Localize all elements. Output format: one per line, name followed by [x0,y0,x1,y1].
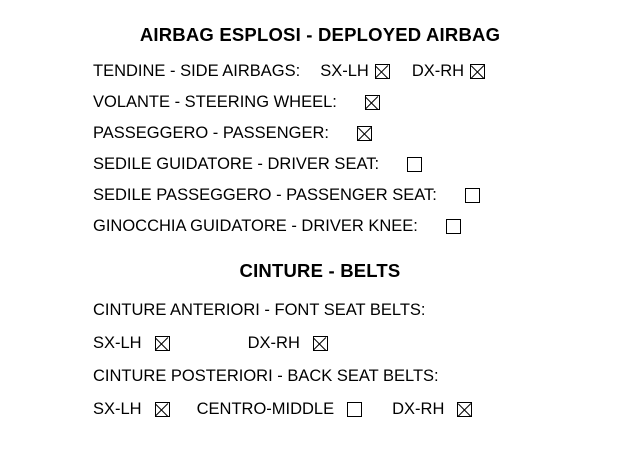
rear-belts-row [0,393,640,426]
airbag-row-driver-seat [0,149,640,180]
airbag-section-title: AIRBAG ESPLOSI - DEPLOYED AIRBAG [139,24,501,45]
airbag-row-driver-knee [0,211,640,242]
checkbox-driver-seat-airbag[interactable] [407,157,422,172]
checkbox-front-belt-right[interactable] [313,336,328,351]
front-belt-left-label: SX-LH [93,334,142,352]
checkbox-rear-belt-right[interactable] [457,402,472,417]
airbag-row-steering-wheel [0,87,640,118]
airbag-row-label: VOLANTE - STEERING WHEEL: [93,93,337,111]
airbag-option-side-left[interactable] [320,62,390,81]
rear-belts-heading: CINTURE POSTERIORI - BACK SEAT BELTS: [93,367,439,385]
airbag-row-label: SEDILE PASSEGGERO - PASSENGER SEAT: [93,186,437,204]
rear-belt-right-label: DX-RH [392,400,445,418]
rear-belt-left[interactable] [93,400,170,419]
airbag-row-side [0,56,640,87]
airbag-option-label: DX-RH [411,62,465,80]
rear-belt-left-label: SX-LH [93,400,142,418]
airbag-option-side-right[interactable] [412,62,485,81]
checkbox-rear-belt-left[interactable] [155,402,170,417]
rear-belt-right[interactable] [392,400,472,419]
front-belt-right-label: DX-RH [247,334,300,352]
belts-section-title: CINTURE - BELTS [239,260,401,281]
checkbox-passenger-seat-airbag[interactable] [465,188,480,203]
checkbox-side-airbag-right[interactable] [470,64,485,79]
checkbox-rear-belt-middle[interactable] [347,402,362,417]
rear-belt-middle-label: CENTRO-MIDDLE [196,400,335,418]
checkbox-front-belt-left[interactable] [155,336,170,351]
front-belts-row [0,327,640,360]
airbag-row-passenger [0,118,640,149]
rear-belt-middle[interactable] [197,400,363,419]
airbag-row-label: SEDILE GUIDATORE - DRIVER SEAT: [93,155,380,173]
checkbox-steering-wheel-airbag[interactable] [365,95,380,110]
checkbox-side-airbag-left[interactable] [375,64,390,79]
front-belts-heading: CINTURE ANTERIORI - FONT SEAT BELTS: [93,301,426,319]
airbag-option-label: SX-LH [320,62,369,80]
checkbox-passenger-airbag[interactable] [357,126,372,141]
airbag-row-passenger-seat [0,180,640,211]
checkbox-driver-knee-airbag[interactable] [446,219,461,234]
front-belt-left[interactable] [93,334,170,353]
airbag-row-label: GINOCCHIA GUIDATORE - DRIVER KNEE: [93,217,418,235]
front-belt-right[interactable] [248,334,328,353]
airbag-row-label: TENDINE - SIDE AIRBAGS: [93,62,301,80]
airbag-row-label: PASSEGGERO - PASSENGER: [93,124,329,142]
